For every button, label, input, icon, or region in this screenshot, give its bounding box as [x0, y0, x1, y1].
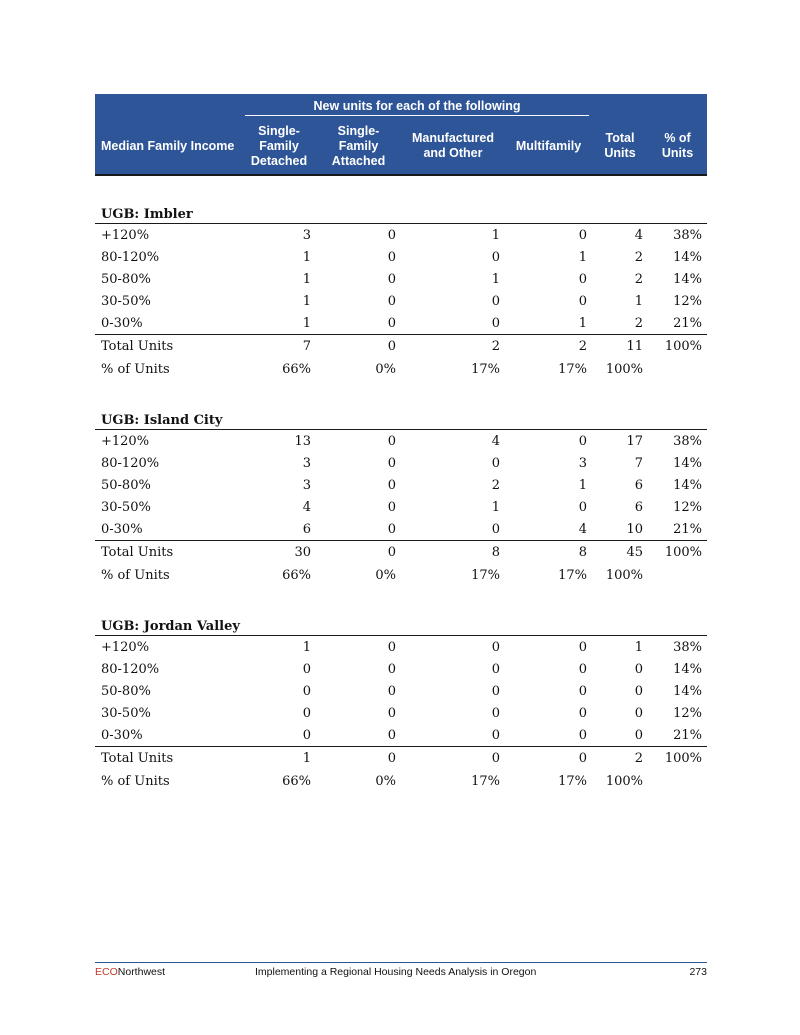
cell-sfa: 0 — [387, 499, 396, 515]
cell-mfg: 0 — [401, 518, 505, 541]
section-header-row — [95, 404, 707, 430]
total-sfd: 7 — [302, 338, 311, 354]
cell-total: 6 — [634, 477, 644, 493]
cell-total: 0 — [634, 705, 644, 721]
share-label: % of Units — [101, 774, 170, 789]
cell-sfd: 1 — [302, 271, 311, 287]
share-row — [95, 563, 707, 588]
footer-brand — [95, 966, 165, 978]
cell-sfa: 0 — [387, 433, 396, 449]
total-pct: 100% — [664, 338, 703, 354]
section-header-row — [95, 198, 707, 224]
share-empty — [648, 357, 707, 382]
cell-mfg: 4 — [491, 433, 500, 449]
page-number: 273 — [689, 966, 707, 978]
section-spacer — [95, 382, 707, 404]
cell-sfa: 0 — [387, 661, 396, 677]
cell-total: 2 — [634, 271, 644, 287]
table-row — [95, 658, 707, 680]
income-label: 50-80% — [101, 271, 151, 287]
share-mf: 17% — [558, 362, 588, 377]
total-sfa: 0 — [387, 544, 396, 560]
total-sfd: 1 — [302, 750, 311, 766]
footer-brand-econ: ECO — [95, 966, 118, 978]
group-title: New units for each of the following — [242, 94, 592, 118]
cell-mfg: 1 — [491, 271, 500, 287]
cell-mf: 0 — [578, 639, 588, 655]
income-label: 80-120% — [101, 661, 160, 677]
share-mfg: 17% — [471, 568, 500, 583]
section-spacer — [95, 175, 707, 198]
income-label: 50-80% — [101, 477, 151, 493]
cell-mfg: 1 — [491, 499, 500, 515]
col-header-income: Median Family Income — [95, 118, 242, 175]
table-row — [95, 290, 707, 312]
cell-pct: 12% — [673, 705, 703, 721]
cell-pct: 21% — [648, 518, 707, 541]
share-label: % of Units — [101, 568, 170, 583]
cell-sfa: 0 — [387, 271, 396, 287]
cell-mfg: 2 — [491, 477, 500, 493]
share-empty — [648, 769, 707, 794]
cell-mfg: 0 — [491, 293, 500, 309]
col-header-total: Total Units — [592, 118, 648, 175]
header-blank-left — [95, 94, 242, 118]
cell-sfd: 4 — [302, 499, 311, 515]
col-header-pct: % of Units — [648, 118, 707, 175]
table-row — [95, 430, 707, 453]
cell-mfg: 0 — [401, 724, 505, 747]
share-sfa: 0% — [375, 774, 396, 789]
table-row — [95, 636, 707, 659]
cell-total: 17 — [626, 433, 644, 449]
total-sfd: 30 — [294, 544, 311, 560]
cell-pct: 12% — [673, 293, 703, 309]
cell-sfa: 0 — [316, 518, 401, 541]
income-label: 0-30% — [95, 518, 242, 541]
section-title: UGB: Jordan Valley — [95, 610, 707, 636]
cell-mf: 4 — [505, 518, 592, 541]
cell-sfd: 3 — [302, 227, 311, 243]
cell-sfa: 0 — [387, 455, 396, 471]
cell-mf: 0 — [578, 499, 588, 515]
cell-sfd: 1 — [302, 249, 311, 265]
cell-sfd: 3 — [302, 455, 311, 471]
cell-pct: 21% — [648, 312, 707, 335]
total-mfg: 2 — [491, 338, 500, 354]
cell-pct: 14% — [673, 455, 703, 471]
housing-units-table-container — [95, 94, 707, 794]
total-pct: 100% — [664, 750, 703, 766]
cell-pct: 14% — [673, 271, 703, 287]
cell-mfg: 0 — [401, 312, 505, 335]
header-blank-right-2 — [648, 94, 707, 118]
cell-mfg: 0 — [491, 639, 500, 655]
table-row — [95, 680, 707, 702]
share-sfd: 66% — [282, 568, 311, 583]
table-row — [95, 224, 707, 247]
cell-mf: 0 — [578, 683, 588, 699]
share-label: % of Units — [101, 362, 170, 377]
cell-sfd: 6 — [242, 518, 316, 541]
share-sfd: 66% — [282, 362, 311, 377]
share-mf: 17% — [558, 774, 588, 789]
cell-pct: 14% — [673, 477, 703, 493]
cell-total: 2 — [634, 249, 644, 265]
cell-sfd: 0 — [302, 661, 311, 677]
share-total: 100% — [605, 568, 644, 583]
total-label: Total Units — [101, 750, 174, 766]
income-label: 0-30% — [95, 312, 242, 335]
cell-sfa: 0 — [387, 705, 396, 721]
cell-mf: 3 — [578, 455, 588, 471]
total-mf: 8 — [578, 544, 588, 560]
share-row — [95, 357, 707, 382]
total-total: 11 — [626, 338, 644, 354]
cell-total: 1 — [634, 639, 644, 655]
footer-brand-rest: Northwest — [117, 966, 166, 978]
header-blank-right-1 — [592, 94, 648, 118]
income-label: 30-50% — [101, 705, 151, 721]
cell-pct: 21% — [648, 724, 707, 747]
cell-pct: 38% — [673, 433, 703, 449]
cell-sfa: 0 — [387, 477, 396, 493]
total-sfa: 0 — [387, 750, 396, 766]
cell-sfa: 0 — [387, 249, 396, 265]
cell-total: 0 — [634, 683, 644, 699]
income-label: 30-50% — [101, 499, 151, 515]
share-sfa: 0% — [375, 568, 396, 583]
table-row — [95, 246, 707, 268]
cell-total: 0 — [592, 724, 648, 747]
total-pct: 100% — [664, 544, 703, 560]
cell-pct: 14% — [673, 683, 703, 699]
income-label: +120% — [101, 639, 150, 655]
cell-sfa: 0 — [316, 312, 401, 335]
page-footer — [95, 962, 707, 981]
total-row — [95, 747, 707, 770]
total-row — [95, 335, 707, 358]
col-header-sfd: Single-Family Detached — [242, 118, 316, 175]
spacer-cell — [95, 382, 707, 404]
housing-units-table — [95, 94, 707, 794]
cell-pct: 14% — [673, 249, 703, 265]
col-header-manufactured: Manufactured and Other — [401, 118, 505, 175]
table-row — [95, 312, 707, 335]
table-row — [95, 518, 707, 541]
income-label: 80-120% — [101, 249, 160, 265]
total-total: 45 — [626, 544, 644, 560]
cell-mf: 0 — [578, 271, 588, 287]
cell-sfa: 0 — [316, 724, 401, 747]
share-empty — [648, 563, 707, 588]
spacer-cell — [95, 588, 707, 610]
table-header — [95, 94, 707, 175]
cell-mf: 0 — [505, 724, 592, 747]
cell-mf: 0 — [578, 227, 588, 243]
cell-sfd: 1 — [242, 312, 316, 335]
table-row — [95, 268, 707, 290]
total-sfa: 0 — [387, 338, 396, 354]
total-total: 2 — [634, 750, 644, 766]
income-label: +120% — [101, 227, 150, 243]
cell-total: 0 — [634, 661, 644, 677]
cell-pct: 14% — [673, 661, 703, 677]
cell-total: 10 — [592, 518, 648, 541]
cell-sfa: 0 — [387, 639, 396, 655]
cell-total: 1 — [634, 293, 644, 309]
cell-total: 7 — [634, 455, 644, 471]
income-label: 50-80% — [101, 683, 151, 699]
income-label: 80-120% — [101, 455, 160, 471]
section-title: UGB: Imbler — [95, 198, 707, 224]
share-mf: 17% — [558, 568, 588, 583]
total-label: Total Units — [101, 544, 174, 560]
share-total: 100% — [605, 774, 644, 789]
cell-mf: 1 — [578, 477, 588, 493]
cell-sfd: 0 — [302, 683, 311, 699]
footer-doc-title: Implementing a Regional Housing Needs Analysis in Oregon — [255, 966, 537, 978]
share-mfg: 17% — [471, 774, 500, 789]
col-header-sfa: Single-Family Attached — [316, 118, 401, 175]
cell-total: 6 — [634, 499, 644, 515]
cell-mf: 1 — [505, 312, 592, 335]
share-row — [95, 769, 707, 794]
share-mfg: 17% — [471, 362, 500, 377]
cell-pct: 38% — [673, 227, 703, 243]
cell-mf: 1 — [578, 249, 588, 265]
spacer-cell — [95, 175, 707, 198]
share-total: 100% — [605, 362, 644, 377]
share-sfa: 0% — [375, 362, 396, 377]
income-label: 0-30% — [95, 724, 242, 747]
table-row — [95, 474, 707, 496]
cell-sfd: 0 — [242, 724, 316, 747]
cell-mf: 0 — [578, 661, 588, 677]
total-row — [95, 541, 707, 564]
total-mfg: 0 — [491, 750, 500, 766]
cell-mfg: 1 — [491, 227, 500, 243]
cell-mf: 0 — [578, 293, 588, 309]
cell-sfd: 13 — [294, 433, 311, 449]
cell-pct: 38% — [673, 639, 703, 655]
col-header-multifamily: Multifamily — [505, 118, 592, 175]
cell-mfg: 0 — [491, 661, 500, 677]
table-row — [95, 452, 707, 474]
section-header-row — [95, 610, 707, 636]
cell-total: 2 — [592, 312, 648, 335]
total-mfg: 8 — [491, 544, 500, 560]
cell-sfd: 1 — [302, 293, 311, 309]
table-body — [95, 175, 707, 794]
cell-mfg: 0 — [491, 249, 500, 265]
total-mf: 2 — [578, 338, 588, 354]
cell-mf: 0 — [578, 433, 588, 449]
cell-sfd: 3 — [302, 477, 311, 493]
section-spacer — [95, 588, 707, 610]
cell-pct: 12% — [673, 499, 703, 515]
share-sfd: 66% — [282, 774, 311, 789]
table-row — [95, 702, 707, 724]
total-label: Total Units — [101, 338, 174, 354]
cell-mfg: 0 — [491, 683, 500, 699]
cell-sfa: 0 — [387, 227, 396, 243]
income-label: +120% — [101, 433, 150, 449]
cell-sfd: 1 — [302, 639, 311, 655]
cell-sfd: 0 — [302, 705, 311, 721]
cell-sfa: 0 — [387, 683, 396, 699]
table-row — [95, 724, 707, 747]
table-row — [95, 496, 707, 518]
income-label: 30-50% — [101, 293, 151, 309]
total-mf: 0 — [578, 750, 588, 766]
section-title: UGB: Island City — [95, 404, 707, 430]
cell-total: 4 — [634, 227, 644, 243]
cell-mf: 0 — [578, 705, 588, 721]
cell-mfg: 0 — [491, 455, 500, 471]
cell-sfa: 0 — [387, 293, 396, 309]
cell-mfg: 0 — [491, 705, 500, 721]
